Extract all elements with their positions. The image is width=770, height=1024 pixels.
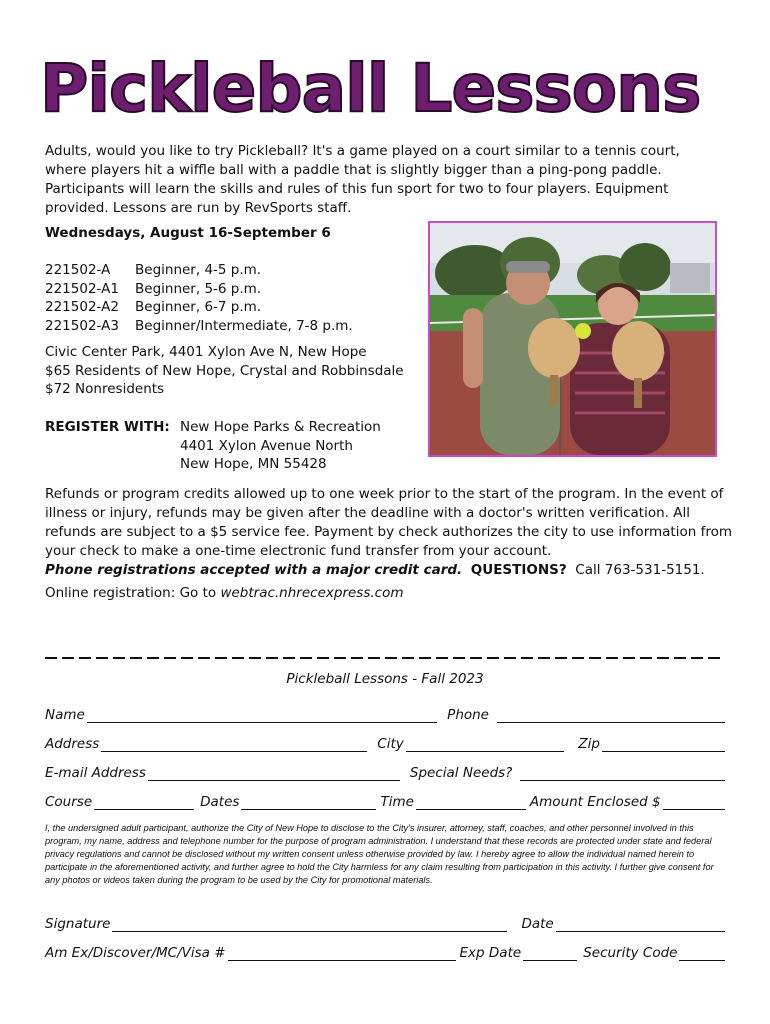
players-photo	[428, 221, 717, 457]
course-description: Beginner, 6-7 p.m.	[135, 299, 262, 315]
city-field[interactable]	[406, 737, 565, 752]
course-description: Beginner, 4-5 p.m.	[135, 262, 262, 278]
players-photo-illustration	[430, 223, 715, 455]
signature-label: Signature	[45, 916, 111, 932]
security-code-label: Security Code	[583, 945, 678, 961]
amount-field[interactable]	[663, 795, 725, 810]
phone-registration-note: Phone registrations accepted with a major credit card.	[45, 562, 463, 578]
page-title: Pickleball Lessons	[40, 50, 701, 127]
course-description: Beginner, 5-6 p.m.	[135, 280, 262, 297]
register-address	[180, 418, 381, 474]
exp-date-label: Exp Date	[459, 945, 522, 961]
register-street: 4401 Xylon Avenue North	[180, 437, 353, 454]
security-code-field[interactable]	[679, 946, 725, 961]
exp-date-field[interactable]	[523, 946, 577, 961]
email-field[interactable]	[148, 766, 400, 781]
refund-text: Refunds or program credits allowed up to one week prior to the start of the program. In the event of illness or injury, refunds may be given after the deadline with a doctor's written verification. All refunds are subject to a $5 service fee. Payment by check authorizes the city to use information from your check to make a one-time electronic fund transfer from your account.	[45, 486, 732, 559]
course-label: Course	[45, 794, 93, 810]
amount-label: Amount Enclosed $	[529, 794, 661, 810]
register-label: REGISTER WITH:	[45, 419, 170, 435]
online-url[interactable]: webtrac.nhrecexpress.com	[220, 585, 404, 601]
form-title: Pickleball Lessons - Fall 2023	[286, 671, 484, 687]
time-field[interactable]	[416, 795, 526, 810]
online-registration	[45, 585, 404, 601]
name-label: Name	[45, 707, 85, 723]
phone-field[interactable]	[497, 708, 725, 723]
form-row-address	[45, 736, 725, 752]
course-item	[45, 317, 353, 336]
register-city: New Hope, MN 55428	[180, 456, 327, 472]
cut-line-divider	[45, 652, 725, 662]
zip-field[interactable]	[602, 737, 725, 752]
form-row-signature	[45, 916, 725, 932]
course-field[interactable]	[94, 795, 194, 810]
special-needs-field[interactable]	[520, 766, 725, 781]
course-description: Beginner/Intermediate, 7-8 p.m.	[135, 317, 353, 334]
card-label: Am Ex/Discover/MC/Visa #	[45, 945, 226, 961]
course-code: 221502-A2	[45, 299, 119, 315]
form-row-email	[45, 765, 725, 781]
questions-label: QUESTIONS?	[470, 562, 567, 578]
course-item	[45, 280, 353, 299]
intro-paragraph: Adults, would you like to try Pickleball? It's a game played on a court similar to a tennis court, where players hit a wiffle ball with a paddle that is slightly bigger than a ping-pong paddle. Participants will learn the skills and rules of this fun sport for two to four players. Equipment provided. Lessons are run by RevSports staff.	[45, 143, 680, 216]
price-nonresidents: $72 Nonresidents	[45, 381, 165, 397]
date-label: Date	[521, 916, 554, 932]
zip-label: Zip	[578, 736, 600, 752]
address-label: Address	[45, 736, 100, 752]
form-row-payment	[45, 945, 725, 961]
questions-phone: Call 763-531-5151.	[575, 562, 705, 578]
email-label: E-mail Address	[45, 765, 146, 781]
date-field[interactable]	[556, 917, 725, 932]
course-code: 221502-A1	[45, 280, 119, 297]
form-row-name-phone	[45, 707, 725, 723]
register-org: New Hope Parks & Recreation	[180, 419, 381, 435]
legal-consent: I, the undersigned adult participant, authorize the City of New Hope to disclose to the City's insurer, attorney, staff, coaches, and other personnel involved in this program, my name, address and telephone number for the purpose of program administration. I understand that these records are protected under state and federal privacy regulations and cannot be disclosed without my written consent unless otherwise provided by law. I hereby agree to allow the individual named herein to participate in the aforementioned activity, and further agree to hold the City harmless for any claim resulting from participation in this activity. I further give consent for any photos or videos taken during the program to be used by the City for promotional materials.	[45, 823, 714, 885]
course-item	[45, 298, 353, 317]
course-code: 221502-A3	[45, 317, 119, 334]
refund-policy	[45, 485, 735, 580]
course-list	[45, 261, 353, 335]
session-dates: Wednesdays, August 16-September 6	[45, 225, 331, 241]
signature-field[interactable]	[112, 917, 507, 932]
time-label: Time	[380, 794, 414, 810]
dates-label: Dates	[200, 794, 240, 810]
register-block	[45, 418, 381, 474]
phone-label: Phone	[447, 707, 489, 723]
price-residents: $65 Residents of New Hope, Crystal and Robbinsdale	[45, 362, 404, 379]
location-info	[45, 343, 404, 399]
venue: Civic Center Park, 4401 Xylon Ave N, New Hope	[45, 344, 367, 360]
address-field[interactable]	[101, 737, 367, 752]
course-code: 221502-A	[45, 262, 111, 278]
dates-field[interactable]	[241, 795, 376, 810]
name-field[interactable]	[87, 708, 437, 723]
form-row-course	[45, 794, 725, 810]
card-number-field[interactable]	[228, 946, 456, 961]
course-item	[45, 261, 353, 280]
online-label: Online registration: Go to	[45, 585, 217, 601]
special-needs-label: Special Needs?	[409, 765, 513, 781]
city-label: City	[377, 736, 404, 752]
